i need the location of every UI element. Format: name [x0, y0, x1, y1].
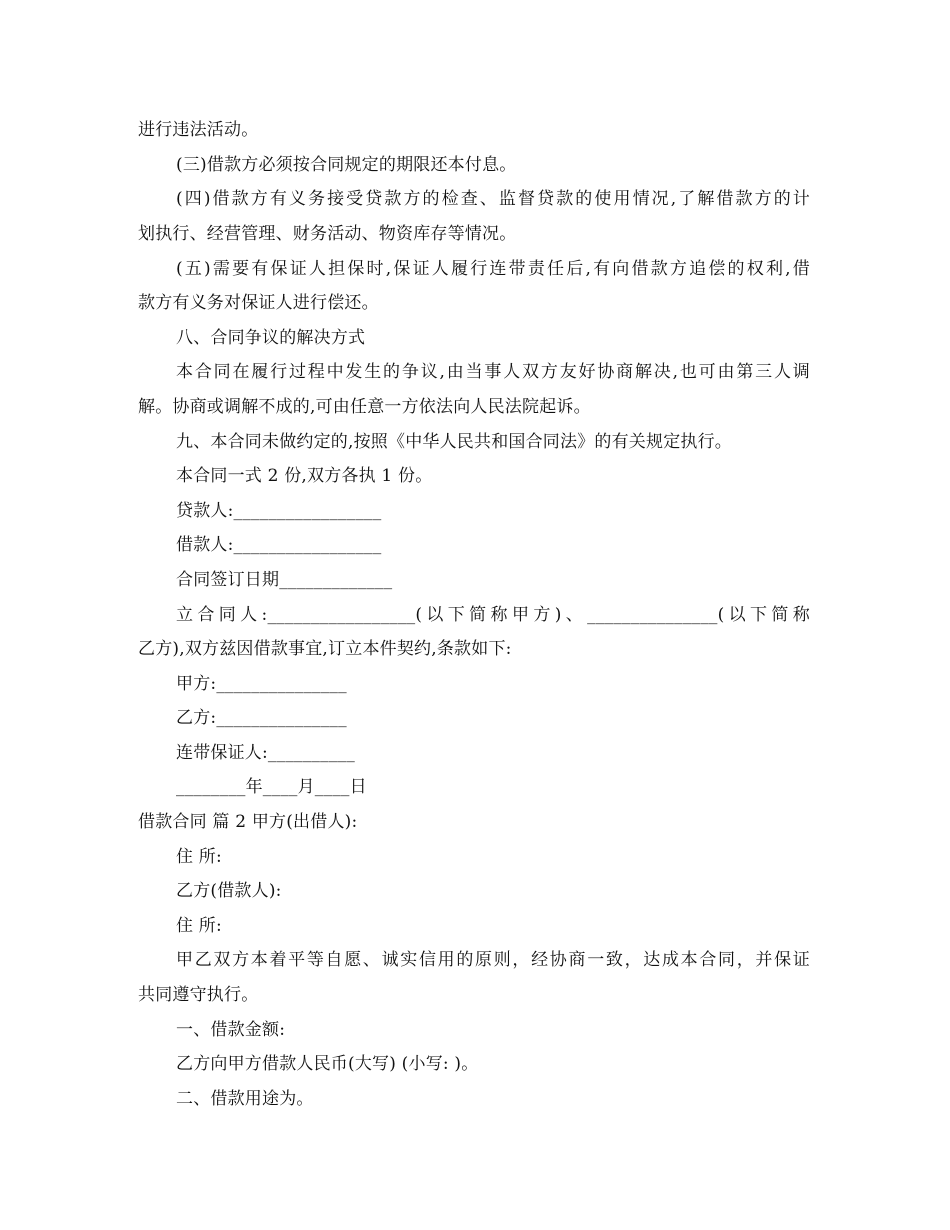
- text-line: 款方有义务对保证人进行偿还。: [138, 293, 379, 313]
- address-field: 住 所:: [176, 916, 222, 936]
- text-line: (三)借款方必须按合同规定的期限还本付息。: [176, 155, 517, 175]
- text-line: 乙方),双方兹因借款事宜,订立本件契约,条款如下:: [138, 639, 512, 659]
- text-line: 进行违法活动。: [138, 120, 259, 140]
- section-heading: 一、借款金额:: [176, 1020, 286, 1040]
- address-field: 住 所:: [176, 847, 222, 867]
- contract-title: 借款合同 篇 2 甲方(出借人):: [138, 812, 358, 832]
- text-line: 本合同在履行过程中发生的争议,由当事人双方友好协商解决,也可由第三人调: [176, 362, 810, 382]
- date-field: ________年____月____日: [176, 777, 367, 797]
- section-heading: 八、合同争议的解决方式: [176, 328, 366, 348]
- section-heading: 二、借款用途为。: [176, 1089, 314, 1109]
- text-line: 共同遵守执行。: [138, 985, 259, 1005]
- text-line: 划执行、经营管理、财务活动、物资库存等情况。: [138, 224, 517, 244]
- signing-date-field: 合同签订日期_____________: [176, 570, 393, 590]
- text-line: 甲乙双方本着平等自愿、诚实信用的原则，经协商一致，达成本合同，并保证: [176, 950, 810, 970]
- text-line: 立合同人:_________________(以下简称甲方)、_______________(以下简称: [176, 605, 810, 625]
- guarantor-field: 连带保证人:__________: [176, 743, 355, 763]
- borrower-field: 借款人:_________________: [176, 535, 382, 555]
- text-line: 九、本合同未做约定的,按照《中华人民共和国合同法》的有关规定执行。: [176, 432, 733, 452]
- party-b-field: 乙方:_______________: [176, 708, 347, 728]
- party-a-field: 甲方:_______________: [176, 674, 347, 694]
- lender-field: 贷款人:_________________: [176, 501, 382, 521]
- text-line: 乙方向甲方借款人民币(大写) (小写: )。: [176, 1054, 479, 1074]
- text-line: (四)借款方有义务接受贷款方的检查、监督贷款的使用情况,了解借款方的计: [176, 189, 810, 209]
- text-line: (五)需要有保证人担保时,保证人履行连带责任后,有向借款方追偿的权利,借: [176, 259, 810, 279]
- text-line: 解。协商或调解不成的,可由任意一方依法向人民法院起诉。: [138, 397, 591, 417]
- text-line: 乙方(借款人):: [176, 881, 282, 901]
- text-line: 本合同一式 2 份,双方各执 1 份。: [176, 466, 433, 486]
